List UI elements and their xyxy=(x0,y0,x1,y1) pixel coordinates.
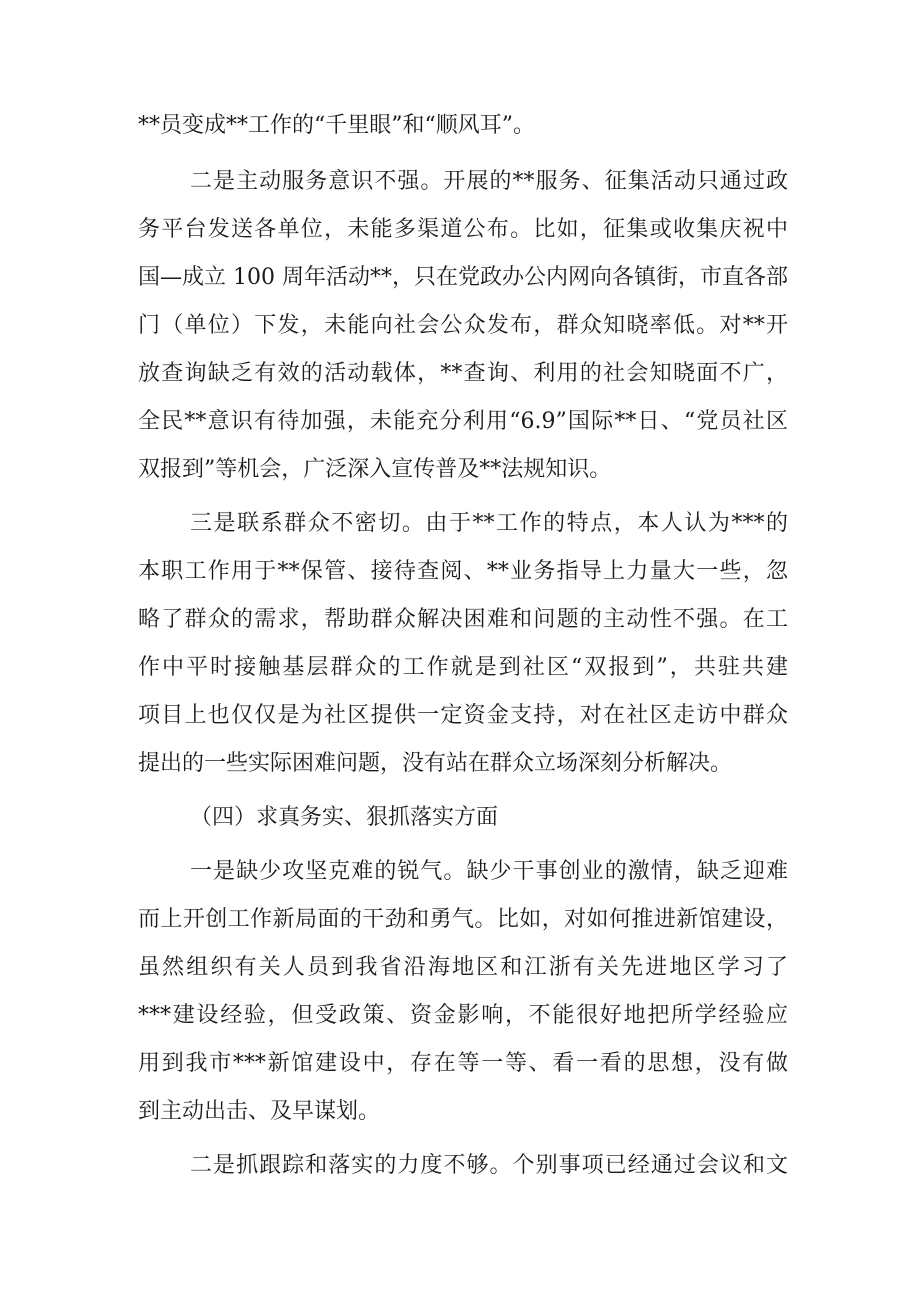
paragraph-line: 用到我市***新馆建设中，存在等一等、看一看的思想，没有做 xyxy=(138,1051,788,1076)
paragraph-line: ***建设经验，但受政策、资金影响，不能很好地把所学经验应 xyxy=(138,1003,788,1028)
paragraph-line: 略了群众的需求，帮助群众解决困难和问题的主动性不强。在工 xyxy=(138,607,788,632)
paragraph-line: 本职工作用于**保管、接待查阅、**业务指导上力量大一些，忽 xyxy=(138,559,788,584)
paragraph-line: 虽然组织有关人员到我省沿海地区和江浙有关先进地区学习了 xyxy=(138,955,788,980)
paragraph-line: 作中平时接触基层群众的工作就是到社区“双报到”，共驻共建 xyxy=(138,655,788,680)
paragraph-line: 到主动出击、及早谋划。 xyxy=(138,1099,381,1124)
paragraph-line: **员变成**工作的“千里眼”和“顺风耳”。 xyxy=(138,113,535,138)
paragraph-line: 门（单位）下发，未能向社会公众发布，群众知晓率低。对**开 xyxy=(138,313,788,338)
paragraph-first-line: 二是主动服务意识不强。开展的**服务、征集活动只通过政 xyxy=(190,169,788,194)
paragraph-line: 双报到”等机会，广泛深入宣传普及**法规知识。 xyxy=(138,457,612,482)
paragraph-first-line: 一是缺少攻坚克难的锐气。缺少干事创业的激情，缺乏迎难 xyxy=(190,859,788,884)
paragraph-line: 提出的一些实际困难问题，没有站在群众立场深刻分析解决。 xyxy=(138,751,733,776)
paragraph-line: 全民**意识有待加强，未能充分利用“6.9”国际**日、“党员社区 xyxy=(138,409,788,434)
paragraph-line: 项目上也仅仅是为社区提供一定资金支持，对在社区走访中群众 xyxy=(138,703,788,728)
paragraph-line: 务平台发送各单位，未能多渠道公布。比如，征集或收集庆祝中 xyxy=(138,217,788,242)
paragraph-first-line: 三是联系群众不密切。由于**工作的特点，本人认为***的 xyxy=(190,511,788,536)
paragraph-line: 而上开创工作新局面的干劲和勇气。比如，对如何推进新馆建设， xyxy=(138,907,788,932)
paragraph-first-line: 二是抓跟踪和落实的力度不够。个别事项已经通过会议和文 xyxy=(190,1153,788,1178)
paragraph-line: 放查询缺乏有效的活动载体，**查询、利用的社会知晓面不广， xyxy=(138,361,788,386)
section-heading: （四）求真务实、狠抓落实方面 xyxy=(190,805,499,830)
paragraph-line: 国—成立 100 周年活动**，只在党政办公内网向各镇街，市直各部 xyxy=(138,265,788,290)
